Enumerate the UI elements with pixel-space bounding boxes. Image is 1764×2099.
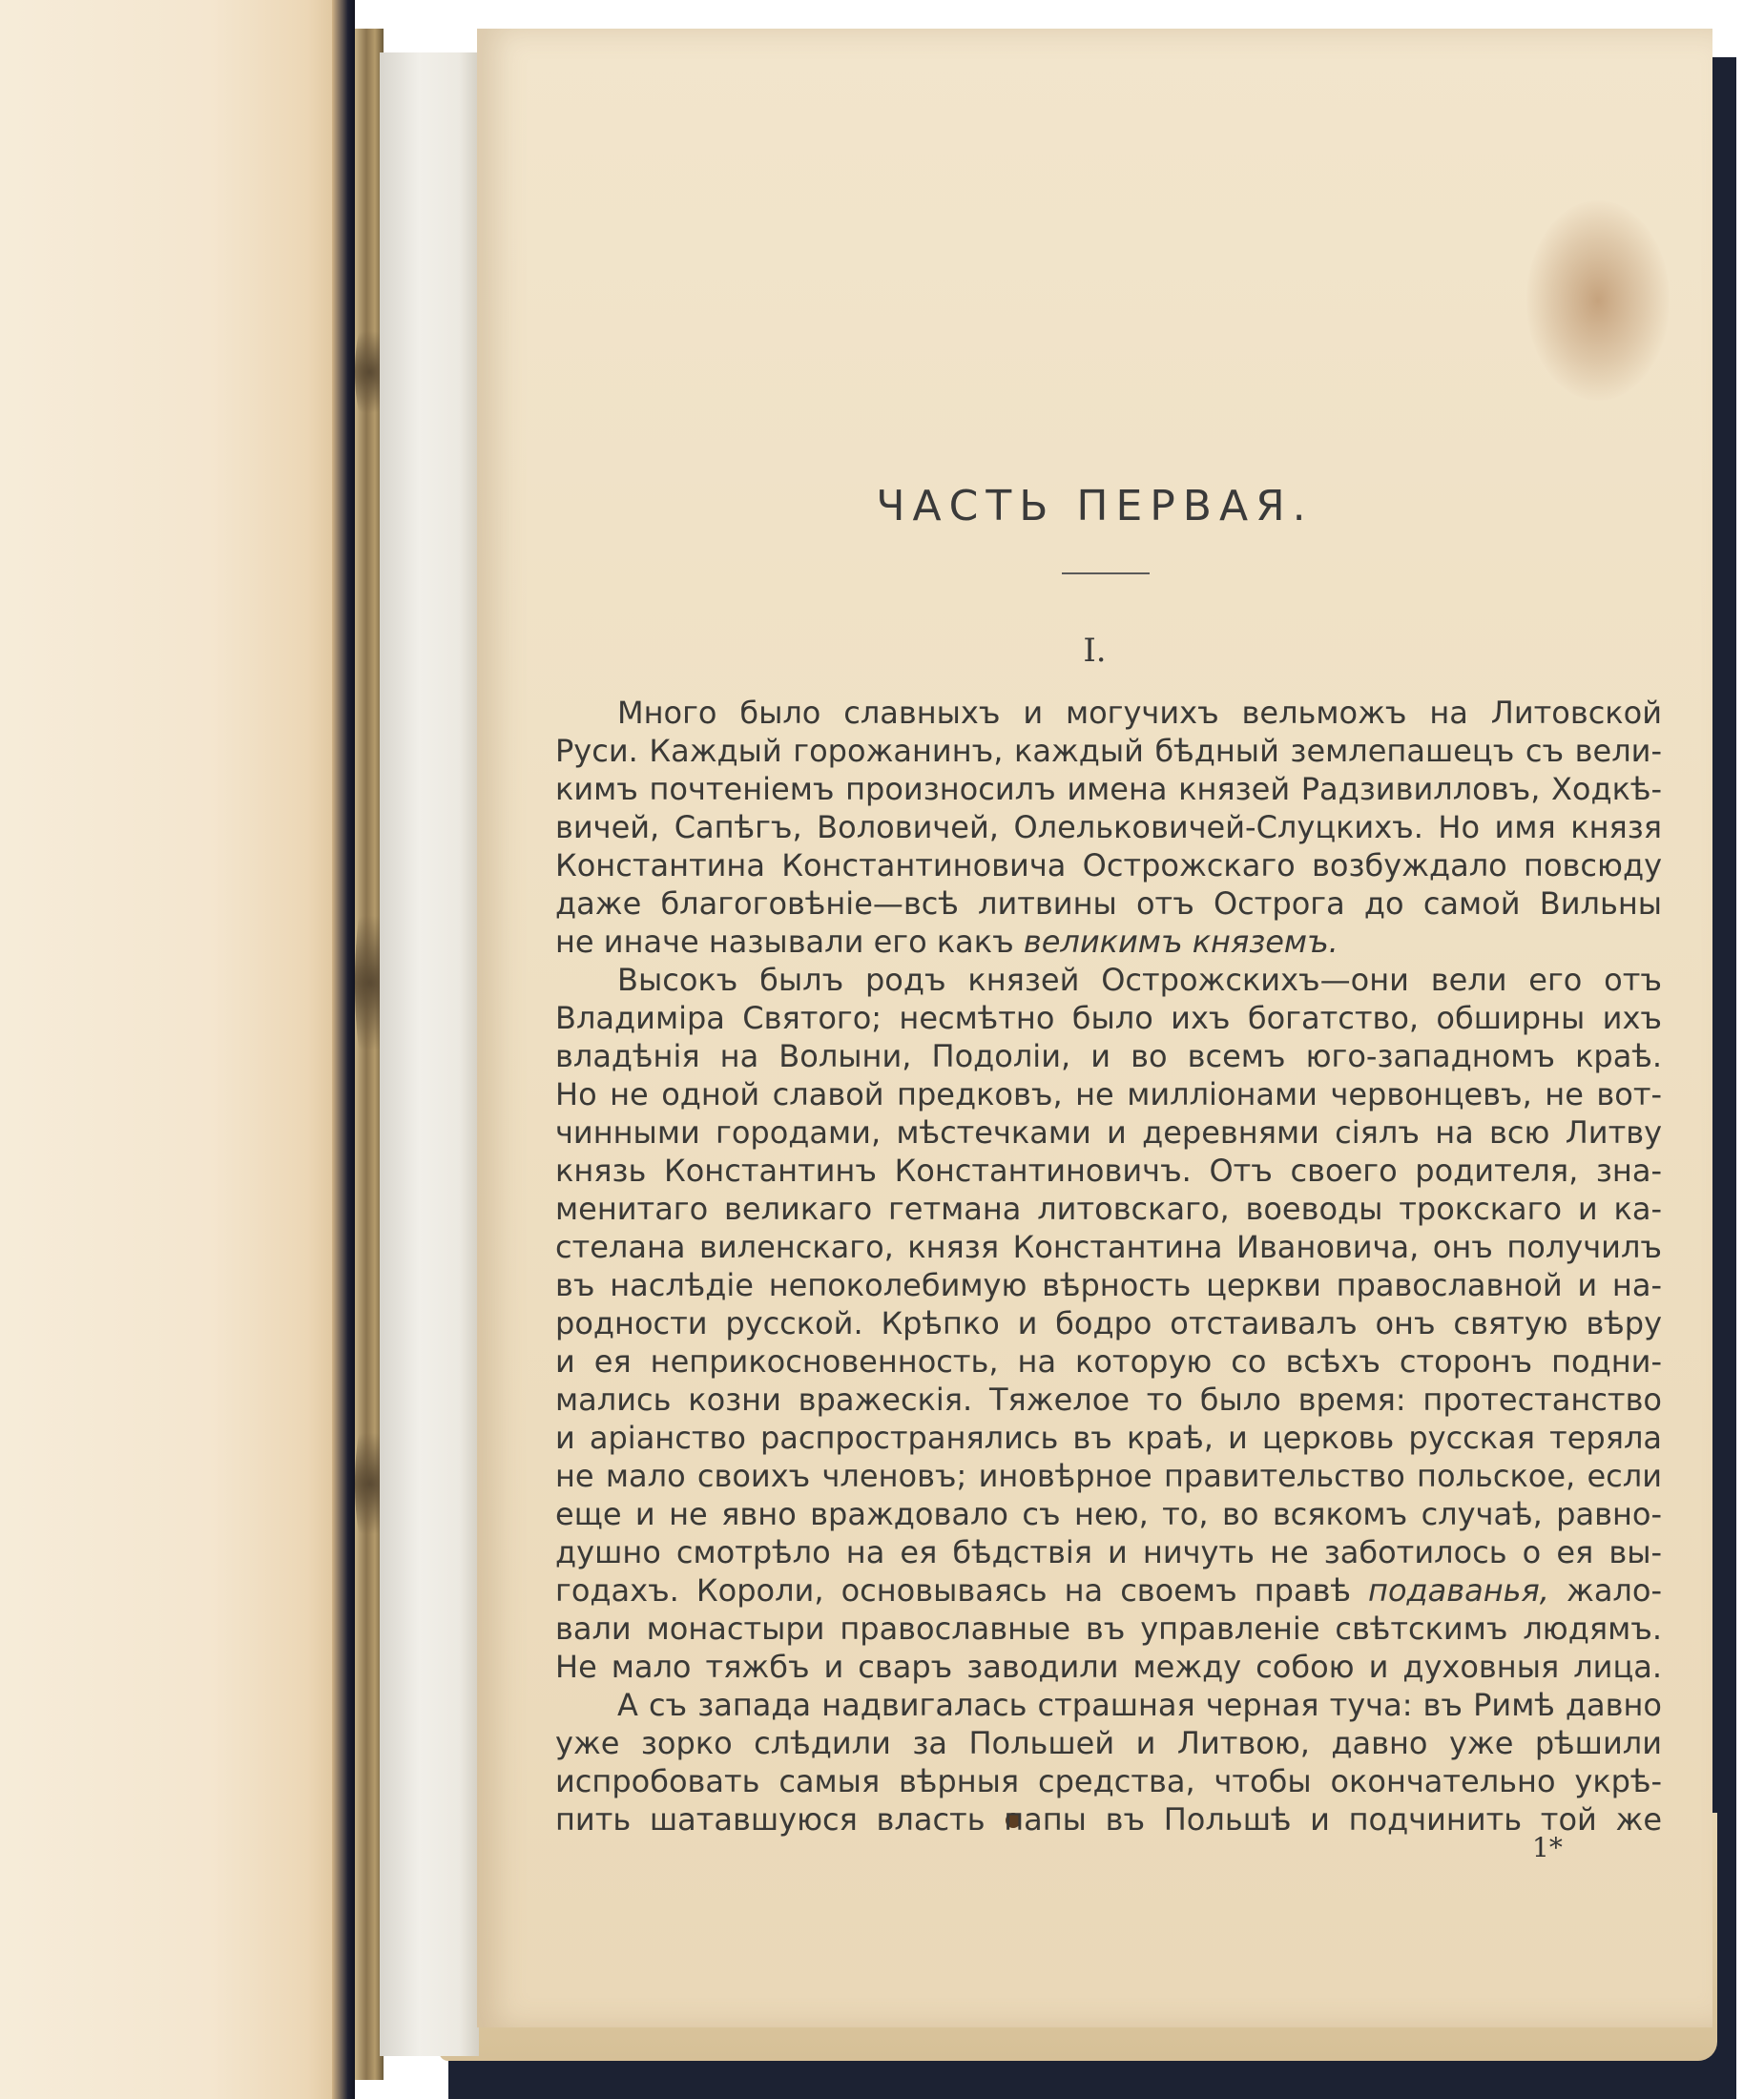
text-line: вичей, Сапѣгъ, Воловичей, Олельковичей-Слуцкихъ. Но имя князя: [555, 809, 1662, 845]
text-line: и ея неприкосновенность, на которую со всѣхъ сторонъ подни-: [555, 1343, 1662, 1380]
text-line: А съ запада надвигалась страшная черная туча: въ Римѣ давно: [617, 1687, 1662, 1723]
left-cover-edge: [332, 0, 355, 2099]
italic-phrase: великимъ княземъ.: [1023, 924, 1339, 960]
text-line: и аріанство распространялись въ краѣ, и церковь русская теряла: [555, 1420, 1662, 1456]
text-line: Руси. Каждый горожанинъ, каждый бѣдный землепашецъ съ вели-: [555, 733, 1662, 769]
body-text: [555, 694, 1662, 1839]
text-line: стелана виленскаго, князя Константина Ивановича, онъ получилъ: [555, 1229, 1662, 1265]
text-line: Владиміра Святого; несмѣтно было ихъ богатство, обширны ихъ: [555, 1000, 1662, 1036]
text-segment: годахъ. Короли, основываясь на своемъ правѣ: [555, 1572, 1369, 1609]
title-rule: [1062, 572, 1150, 574]
text-line: даже благоговѣніе—всѣ литвины отъ Острога до самой Вильны: [555, 885, 1662, 922]
left-blank-page: [0, 0, 349, 2099]
italic-phrase: подаванья,: [1368, 1572, 1549, 1609]
signature-mark: 1*: [1532, 1832, 1563, 1863]
text-line: мались козни вражескія. Тяжелое то было время: протестанство: [555, 1382, 1662, 1418]
text-line: въ наслѣдіе непоколебимую вѣрность церкви православной и на-: [555, 1267, 1662, 1303]
text-segment: не иначе называли его какъ: [555, 924, 1024, 960]
text-line: Но не одной славой предковъ, не милліонами червонцевъ, не вот-: [555, 1076, 1662, 1112]
text-line: Не мало тяжбъ и сваръ заводили между собою и духовныя лица.: [555, 1649, 1662, 1685]
text-line: уже зорко слѣдили за Польшей и Литвою, давно уже рѣшили: [555, 1725, 1662, 1761]
text-line: менитаго великаго гетмана литовскаго, воеводы трокскаго и ка-: [555, 1191, 1662, 1227]
thumbprint-stain: [1526, 200, 1670, 401]
text-line: вали монастыри православные въ управленіе свѣтскимъ людямъ.: [555, 1611, 1662, 1647]
text-line: Константина Константиновича Острожскаго возбуждало повсюду: [555, 847, 1662, 883]
text-line: пить шатавшуюся власть папы въ Польшѣ и подчинить той же: [555, 1801, 1662, 1838]
text-line: кимъ почтеніемъ произносилъ имена князей Радзивилловъ, Ходкѣ-: [555, 771, 1662, 807]
text-line: владѣнія на Волыни, Подоліи, и во всемъ юго-западномъ краѣ.: [555, 1038, 1662, 1074]
text-line: еще и не явно враждовало съ нею, то, во всякомъ случаѣ, равно-: [555, 1496, 1662, 1532]
text-line: не мало своихъ членовъ; иновѣрное правительство польское, если: [555, 1458, 1662, 1494]
text-line: Много было славныхъ и могучихъ вельможъ на Литовской: [617, 695, 1662, 731]
text-line: [555, 923, 1662, 961]
text-line: испробовать самыя вѣрныя средства, чтобы окончательно укрѣ-: [555, 1763, 1662, 1799]
text-line: чинными городами, мѣстечками и деревнями сіялъ на всю Литву: [555, 1114, 1662, 1151]
text-line: душно смотрѣло на ея бѣдствія и ничуть не заботилось о ея вы-: [555, 1534, 1662, 1570]
text-line: [555, 1571, 1662, 1610]
text-segment: жало-: [1548, 1572, 1663, 1609]
text-line: родности русской. Крѣпко и бодро отстаивалъ онъ святую вѣру: [555, 1305, 1662, 1341]
text-line: князь Константинъ Константиновичъ. Отъ своего родителя, зна-: [555, 1153, 1662, 1189]
chapter-number: I.: [1083, 632, 1107, 670]
text-line: Высокъ былъ родъ князей Острожскихъ—они вели его отъ: [617, 962, 1662, 998]
hinge-paper-strip: [380, 52, 479, 2056]
part-title: ЧАСТЬ ПЕРВАЯ.: [876, 482, 1314, 530]
